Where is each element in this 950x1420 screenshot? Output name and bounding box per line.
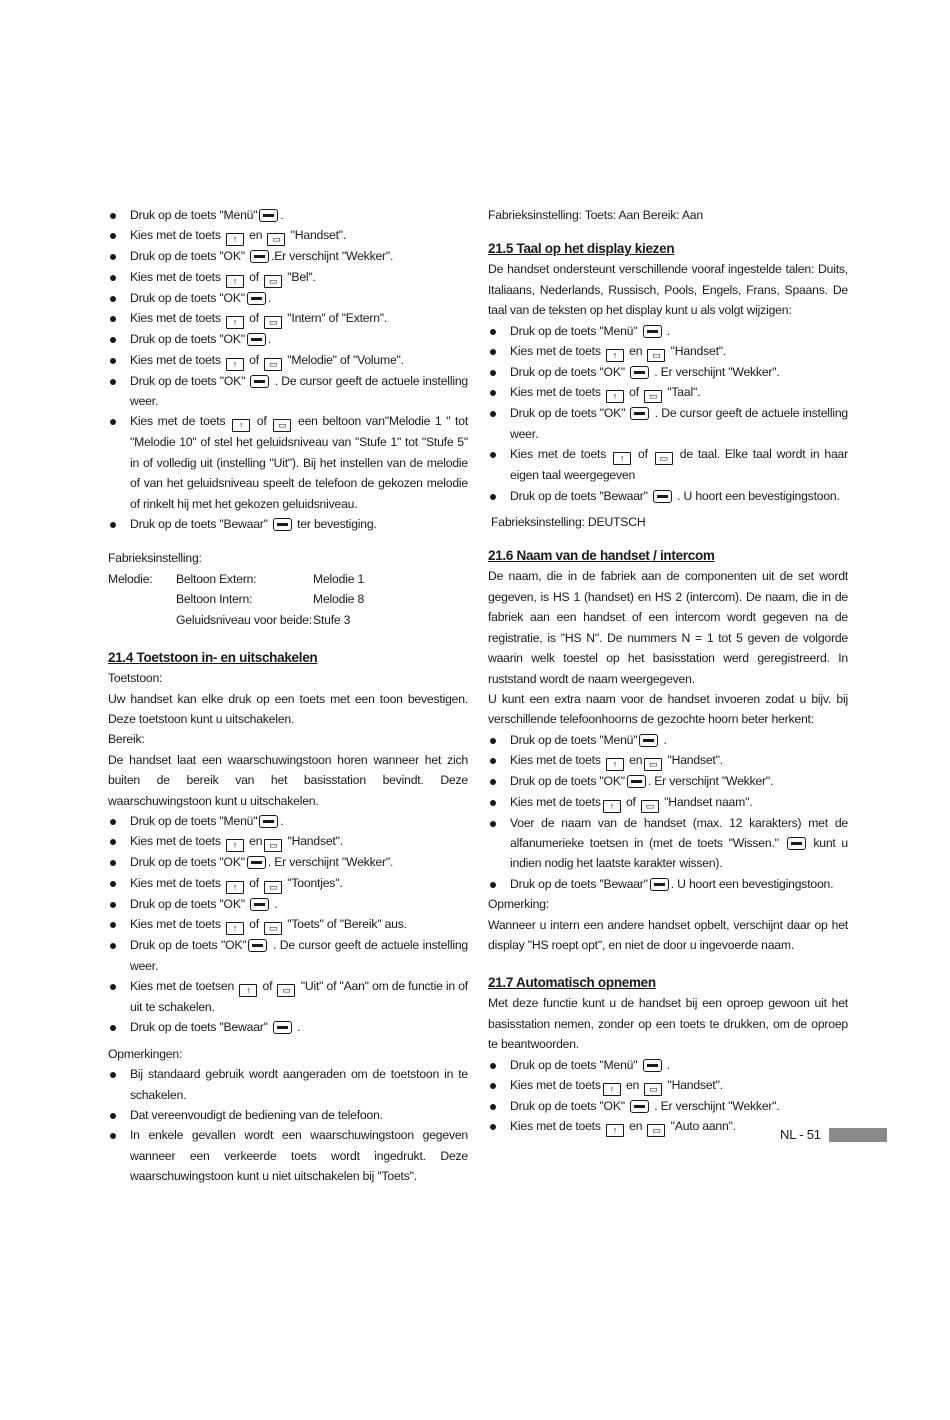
up-arrow-key-icon: ↑: [606, 758, 624, 771]
table-cell: Beltoon Extern:: [176, 571, 257, 586]
list-item: [108, 267, 468, 288]
list-item: [108, 852, 468, 872]
list-item: [108, 935, 468, 976]
step-text: en: [625, 753, 643, 768]
section-21-4-title: 21.4 Toetstoon in- en uitschakelen: [108, 650, 318, 666]
phonebook-key-icon: ▭: [644, 758, 662, 771]
bullet-icon: [110, 358, 116, 364]
step-text: Kies met de toets: [510, 1119, 604, 1134]
step-text: . Er verschijnt "Wekker".: [651, 365, 780, 380]
step-text: of: [625, 385, 643, 400]
bullet-icon: [490, 370, 496, 376]
list-item: [108, 371, 468, 412]
step-text: Druk op de toets "Menü": [510, 323, 641, 338]
up-arrow-key-icon: ↑: [603, 1083, 621, 1096]
step-text: of: [252, 414, 272, 429]
step-text: of: [622, 794, 639, 809]
bullet-icon: [490, 779, 496, 785]
step-text: Druk op de toets "OK": [130, 249, 249, 264]
bullet-icon: [490, 329, 496, 335]
step-text: .: [267, 332, 272, 347]
step-text: of: [245, 269, 263, 284]
up-arrow-key-icon: ↑: [226, 922, 244, 935]
bullet-icon: [490, 390, 496, 396]
list-item: [488, 341, 848, 362]
step-text: Kies met de toets: [130, 917, 224, 932]
softkey-icon: [247, 856, 266, 869]
bullet-icon: [490, 1104, 496, 1110]
table-row: [108, 569, 373, 589]
step-text: of: [259, 978, 276, 993]
step-text: Druk op de toets "OK": [510, 365, 629, 380]
bullet-icon: [110, 984, 116, 990]
bullet-icon: [110, 1072, 116, 1078]
remark-text: Wanneer u intern een andere handset opbelt, verschijnt daar op het display "HS roept opt", en niet de door u ingevoerde naam.: [488, 917, 848, 952]
table-cell: [108, 589, 176, 609]
step-text: Druk op de toets "Menü": [130, 208, 258, 222]
remark-label: Opmerking:: [488, 897, 549, 912]
bullet-icon: [490, 452, 496, 458]
step-text: "Handset".: [287, 228, 347, 243]
step-text: "Handset naam".: [660, 794, 753, 809]
step-text: Druk op de toets "OK": [510, 1099, 629, 1113]
list-item: [488, 382, 848, 403]
up-arrow-key-icon: ↑: [226, 358, 244, 371]
phonebook-key-icon: ▭: [267, 233, 285, 246]
list-item: [108, 288, 468, 308]
step-text: Kies met de toets: [510, 385, 604, 400]
bullet-icon: [110, 522, 116, 528]
softkey-icon: [259, 815, 278, 828]
bullet-icon: [110, 819, 116, 825]
up-arrow-key-icon: ↑: [226, 275, 244, 288]
step-text: of: [245, 917, 263, 932]
softkey-icon: [643, 325, 662, 338]
list-item: [488, 321, 848, 341]
list-item: [488, 750, 848, 771]
step-text: Druk op de toets "Bewaar": [130, 1020, 271, 1035]
softkey-icon: [630, 407, 649, 420]
list-item: [488, 1096, 848, 1116]
step-text: Kies met de toets: [130, 875, 224, 890]
bullet-icon: [110, 233, 116, 239]
step-text: "Toontjes".: [284, 875, 343, 890]
step-text: Druk op de toets "OK": [130, 373, 249, 388]
factory-settings-table: [108, 569, 373, 630]
step-text: Kies met de toets: [130, 352, 224, 367]
step-text: . Er verschijnt "Wekker".: [651, 1099, 780, 1113]
step-text: .: [660, 732, 667, 747]
step-text: .: [293, 1020, 301, 1035]
step-text: . U hoort een bevestigingstoon.: [673, 488, 840, 503]
list-item: [488, 813, 848, 874]
remarks-list: [108, 1064, 468, 1186]
phonebook-key-icon: ▭: [264, 881, 282, 894]
softkey-icon: [639, 734, 658, 747]
step-text: en: [625, 1119, 646, 1134]
step-text: "Taal".: [664, 385, 701, 400]
step-text: Kies met de toets: [130, 228, 224, 243]
bullet-icon: [110, 379, 116, 385]
up-arrow-key-icon: ↑: [603, 800, 621, 813]
step-text: "Melodie" of "Volume".: [284, 352, 404, 367]
table-cell: [108, 610, 176, 630]
step-text: ter bevestiging.: [293, 517, 377, 532]
list-item: [108, 225, 468, 246]
step-text: en: [245, 834, 263, 849]
bullet-icon: [110, 839, 116, 845]
step-text: Druk op de toets "Bewaar": [130, 517, 271, 532]
bullet-icon: [490, 1063, 496, 1069]
table-cell: Beltoon Intern:: [176, 592, 253, 607]
phonebook-key-icon: ▭: [655, 452, 673, 465]
step-text: .: [280, 813, 284, 828]
section-21-7-title: 21.7 Automatisch opnemen: [488, 975, 656, 991]
remarks-label: Opmerkingen:: [108, 1046, 183, 1061]
list-item: [108, 514, 468, 534]
phonebook-key-icon: ▭: [647, 349, 665, 362]
step-text: .: [280, 208, 284, 222]
step-text: en: [625, 344, 646, 359]
bullet-icon: [490, 821, 496, 827]
list-item: [108, 308, 468, 329]
up-arrow-key-icon: ↑: [613, 452, 631, 465]
bullet-icon: [110, 902, 116, 908]
list-item: [108, 411, 468, 514]
up-arrow-key-icon: ↑: [606, 349, 624, 362]
up-arrow-key-icon: ↑: [239, 984, 257, 997]
list-item: [488, 403, 848, 444]
name-text-1: De naam, die in de fabriek aan de componenten uit de set wordt gegeven, is HS 1 (handset) en HS 2 (intercom). De naam, die in de fabriek aan een handset of een intercom wordt gegeven na de registratie, is "HS N". De nummers N = 1 tot 5 geven de volgorde waarin welk toestel op het basisstation werd geregistreerd. In ruststand wordt de naam weergegeven.: [488, 569, 848, 686]
step-text: Druk op de toets "OK": [130, 855, 245, 870]
section-21-5-title: 21.5 Taal op het display kiezen: [488, 241, 675, 257]
step-text: Kies met de toets: [130, 269, 224, 284]
left-column: [108, 205, 468, 1187]
step-text: "Toets" of "Bereik" aus.: [284, 917, 407, 932]
step-text: een beltoon van"Melodie 1 " tot "Melodie 10" of stel het geluidsniveau van "Stufe 1" tot "Stufe 5" in of volledig uit (instelling "Uit"). Bij het instellen van de melodie of van het geluidsniveau speelt de telefoon de gekozen melodie of rinkelt hij met het gekozen geluidsniveau.: [130, 414, 469, 511]
factory-label: Fabrieksinstelling:: [108, 551, 202, 566]
step-text: .: [267, 290, 272, 305]
step-text: Bij standaard gebruik wordt aangeraden om de toetstoon in te schakelen.: [130, 1067, 468, 1102]
table-cell: Melodie 1: [313, 571, 365, 586]
list-item: [108, 1105, 468, 1125]
bullet-icon: [490, 738, 496, 744]
list-item: [488, 771, 848, 791]
bullet-icon: [110, 337, 116, 343]
table-cell: Stufe 3: [313, 612, 351, 627]
bullet-icon: [110, 316, 116, 322]
phonebook-key-icon: ▭: [644, 390, 662, 403]
phonebook-key-icon: ▭: [264, 358, 282, 371]
up-arrow-key-icon: ↑: [606, 1124, 624, 1137]
step-text: "Auto aann".: [667, 1119, 736, 1134]
page-number: NL - 51: [780, 1127, 821, 1142]
list-item: [108, 914, 468, 935]
step-text: "Handset".: [664, 1078, 723, 1092]
bullet-icon: [490, 758, 496, 764]
list-item: [108, 811, 468, 831]
step-text: of: [245, 352, 263, 367]
step-text: Druk op de toets "Menü": [510, 1057, 641, 1072]
step-text: . Er verschijnt "Wekker".: [267, 855, 394, 870]
step-text: . U hoort een bevestigingstoon.: [670, 876, 834, 891]
step-text: de taal. Elke taal wordt in haar eigen taal weergegeven: [510, 447, 848, 483]
step-text: "Handset".: [284, 834, 343, 849]
list-item: [488, 362, 848, 382]
bullet-icon: [490, 411, 496, 417]
step-text: "Handset".: [667, 344, 727, 359]
phonebook-key-icon: ▭: [264, 922, 282, 935]
up-arrow-key-icon: ↑: [226, 881, 244, 894]
bullet-icon: [110, 881, 116, 887]
intro-steps: [108, 205, 468, 534]
section-21-6-title: 21.6 Naam van de handset / intercom: [488, 548, 715, 564]
list-item: [488, 1055, 848, 1075]
keytone-text: Uw handset kan elke druk op een toets met een toon bevestigen. Deze toetstoon kunt u uitschakelen.: [108, 691, 468, 726]
bullet-icon: [110, 296, 116, 302]
step-text: kunt u indien nodig het laatste karakter wissen).: [510, 835, 848, 871]
step-text: In enkele gevallen wordt een waarschuwingstoon gegeven wanneer een verkeerde toets wordt ingedrukt. Deze waarschuwingstoon kunt u niet uitschakelen bij "Toets".: [130, 1128, 468, 1184]
step-text: . De cursor geeft de actuele instelling weer.: [510, 406, 848, 441]
step-text: "Handset".: [664, 753, 723, 768]
step-text: Druk op de toets "OK": [130, 938, 247, 953]
step-text: . Er verschijnt "Wekker".: [647, 774, 774, 789]
step-text: Druk op de toets "OK": [510, 774, 625, 789]
step-text: Kies met de toets: [130, 311, 224, 326]
step-text: "Intern" of "Extern".: [284, 311, 388, 326]
autoanswer-steps: [488, 1055, 848, 1138]
step-text: . De cursor geeft de actuele instelling weer.: [130, 373, 468, 409]
step-text: Druk op de toets "OK": [130, 290, 245, 305]
step-text: of: [633, 447, 653, 462]
step-text: Druk op de toets "Bewaar": [510, 876, 648, 891]
softkey-icon: [250, 898, 269, 911]
list-item: [108, 1017, 468, 1037]
softkey-icon: [273, 518, 292, 531]
step-text: Druk op de toets "Menü": [130, 813, 258, 828]
keytone-label: Toetstoon:: [108, 671, 163, 686]
list-item: [108, 1125, 468, 1186]
up-arrow-key-icon: ↑: [226, 233, 244, 246]
list-item: [108, 246, 468, 266]
softkey-icon: [630, 366, 649, 379]
name-text-2: U kunt een extra naam voor de handset invoeren zodat u bijv. bij verschillende telefoonhoorns de gezochte hoorn beter herkent:: [488, 691, 848, 727]
softkey-icon: [653, 490, 672, 503]
step-text: Druk op de toets "Menü": [510, 732, 638, 747]
language-steps: [488, 321, 848, 506]
list-item: [488, 1075, 848, 1096]
step-text: . De cursor geeft de actuele instelling weer.: [130, 938, 468, 973]
phonebook-key-icon: ▭: [264, 275, 282, 288]
bullet-icon: [110, 1133, 116, 1139]
softkey-icon: [248, 939, 267, 952]
bullet-icon: [110, 943, 116, 949]
name-steps: [488, 730, 848, 894]
step-text: Druk op de toets "OK": [510, 406, 629, 421]
bullet-icon: [110, 922, 116, 928]
step-text: .: [663, 323, 670, 338]
step-text: en: [245, 228, 266, 243]
bullet-icon: [490, 349, 496, 355]
step-text: Druk op de toets "Bewaar": [510, 488, 651, 503]
softkey-icon: [650, 878, 669, 891]
up-arrow-key-icon: ↑: [226, 316, 244, 329]
phonebook-key-icon: ▭: [647, 1124, 665, 1137]
list-item: [108, 976, 468, 1017]
step-text: en: [622, 1078, 643, 1092]
step-text: Kies met de toetsen: [130, 978, 238, 993]
list-item: [488, 874, 848, 894]
bullet-icon: [490, 800, 496, 806]
list-item: [108, 1064, 468, 1105]
step-text: Druk op de toets "OK": [130, 332, 245, 347]
step-text: Kies met de toets: [130, 834, 224, 849]
list-item: [108, 205, 468, 225]
softkey-icon: [250, 375, 269, 388]
bullet-icon: [490, 494, 496, 500]
bullet-icon: [110, 1113, 116, 1119]
list-item: [108, 873, 468, 894]
step-text: Kies met de toets: [130, 414, 231, 429]
softkey-icon: [273, 1021, 292, 1034]
phonebook-key-icon: ▭: [273, 419, 291, 432]
up-arrow-key-icon: ↑: [232, 419, 250, 432]
up-arrow-key-icon: ↑: [606, 390, 624, 403]
list-item: [108, 894, 468, 914]
table-cell: Melodie 8: [313, 592, 365, 607]
step-text: .Er verschijnt "Wekker".: [271, 249, 394, 264]
step-text: Kies met de toets: [510, 447, 612, 462]
step-text: of: [245, 875, 263, 890]
step-text: Kies met de toets: [510, 1078, 601, 1092]
table-row: [108, 610, 373, 630]
step-text: .: [663, 1057, 670, 1072]
factory-keytone: Fabrieksinstelling: Toets: Aan Bereik: Aan: [488, 208, 703, 222]
list-item: [488, 792, 848, 813]
softkey-icon: [250, 250, 269, 263]
softkey-icon: [247, 333, 266, 346]
language-text: De handset ondersteunt verschillende vooraf ingestelde talen: Duits, Italiaans, Nederlands, Russisch, Pools, Engels, Frans, Spaans. De taal van de teksten op het display kunt u als volgt wijzigen:: [488, 262, 848, 318]
list-item: [108, 329, 468, 349]
range-label: Bereik:: [108, 732, 145, 747]
range-text: De handset laat een waarschuwingstoon horen wanneer het zich buiten de bereik van het basisstation bevindt. Deze waarschuwingstoon kunt u uitschakelen.: [108, 752, 468, 808]
step-text: Dat vereenvoudigt de bediening van de telefoon.: [130, 1108, 383, 1122]
step-text: "Uit" of "Aan" om de functie in of uit te schakelen.: [130, 978, 468, 1014]
bullet-icon: [110, 1025, 116, 1031]
table-cell: Geluidsniveau voor beide:: [176, 612, 312, 627]
step-text: Druk op de toets "OK": [130, 896, 249, 911]
bullet-icon: [110, 860, 116, 866]
bullet-icon: [110, 213, 116, 219]
softkey-icon: [627, 775, 646, 788]
step-text: Kies met de toets: [510, 753, 604, 768]
bullet-icon: [490, 1083, 496, 1089]
bullet-icon: [110, 254, 116, 260]
phonebook-key-icon: ▭: [264, 839, 282, 852]
phonebook-key-icon: ▭: [264, 316, 282, 329]
up-arrow-key-icon: ↑: [226, 839, 244, 852]
softkey-icon: [247, 292, 266, 305]
softkey-icon: [787, 837, 806, 850]
list-item: [488, 730, 848, 750]
phonebook-key-icon: ▭: [277, 984, 295, 997]
table-cell: Melodie:: [108, 571, 153, 586]
softkey-icon: [630, 1100, 649, 1113]
list-item: [108, 831, 468, 852]
phonebook-key-icon: ▭: [641, 800, 659, 813]
step-text: Kies met de toets: [510, 794, 601, 809]
list-item: [488, 444, 848, 485]
softkey-icon: [259, 209, 278, 222]
bullet-icon: [110, 275, 116, 281]
softkey-icon: [643, 1059, 662, 1072]
step-text: "Bel".: [284, 269, 316, 284]
step-text: Kies met de toets: [510, 344, 604, 359]
page-marker-bar: [829, 1128, 887, 1142]
bullet-icon: [490, 882, 496, 888]
phonebook-key-icon: ▭: [644, 1083, 662, 1096]
keytone-steps: [108, 811, 468, 1038]
bullet-icon: [490, 1124, 496, 1130]
table-row: [108, 589, 373, 609]
list-item: [488, 486, 848, 506]
step-text: of: [245, 311, 263, 326]
step-text: Voer de naam van de handset (max. 12 karakters) met de alfanumerieke toetsen in (met de toets "Wissen.": [510, 815, 848, 850]
step-text: .: [271, 896, 278, 911]
autoanswer-text: Met deze functie kunt u de handset bij een oproep gewoon uit het basisstation nemen, zonder op een toets te drukken, om de oproep te beantwoorden.: [488, 996, 848, 1052]
right-column: [488, 205, 848, 1137]
list-item: [108, 350, 468, 371]
factory-language: Fabrieksinstelling: DEUTSCH: [491, 515, 646, 530]
bullet-icon: [110, 419, 116, 425]
